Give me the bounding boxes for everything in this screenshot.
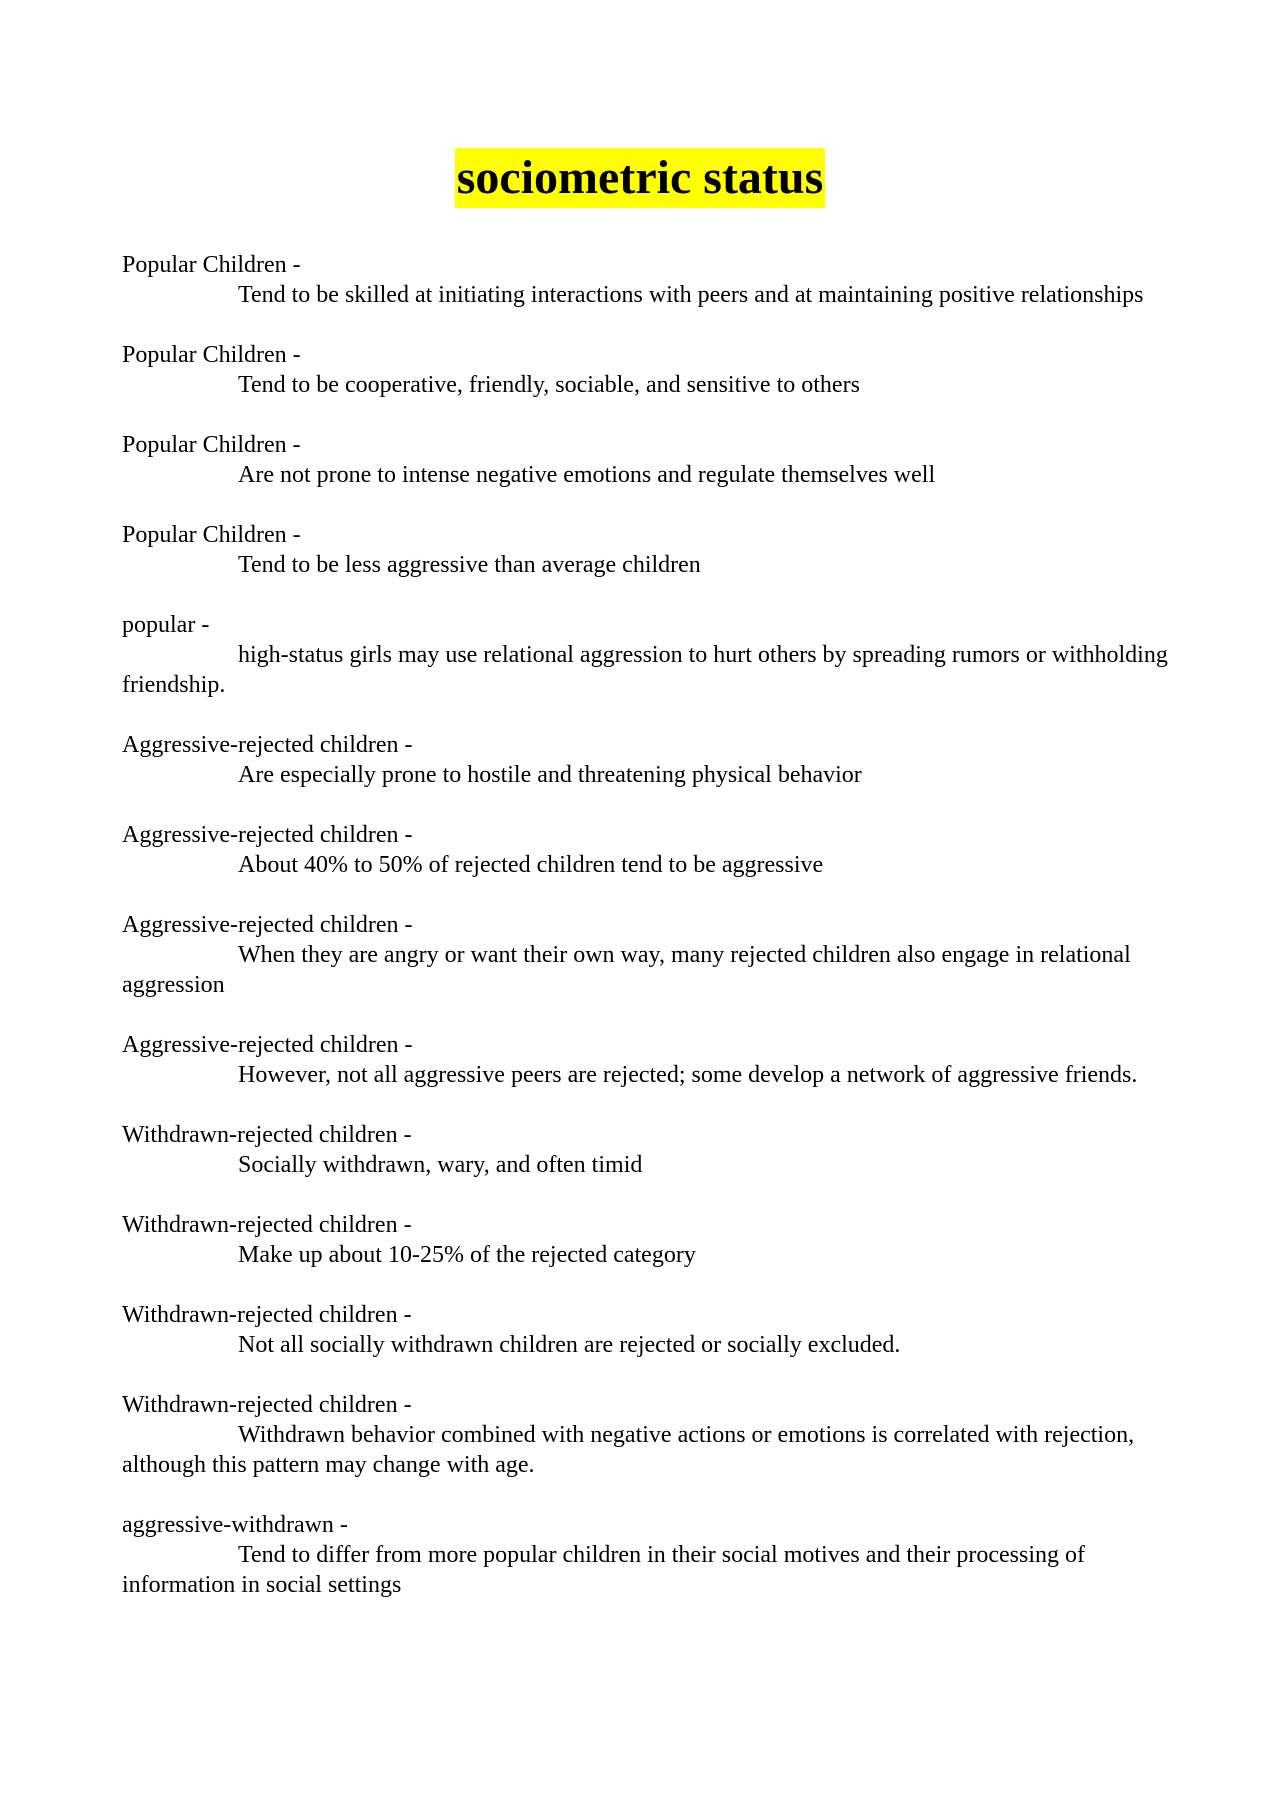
card-definition: Are especially prone to hostile and threatening physical behavior: [238, 762, 862, 788]
card-definition: Tend to be less aggressive than average children: [238, 552, 701, 578]
card-term: Aggressive-rejected children -: [122, 732, 413, 758]
flashcard: [122, 1120, 1172, 1180]
flashcard: [122, 1030, 1172, 1090]
card-term: Aggressive-rejected children -: [122, 1032, 413, 1058]
card-term: Popular Children -: [122, 522, 301, 548]
flashcard: [122, 430, 1172, 490]
card-definition: About 40% to 50% of rejected children tend to be aggressive: [238, 852, 824, 878]
card-term: Withdrawn-rejected children -: [122, 1302, 412, 1328]
card-definition: Withdrawn behavior combined with negative actions or emotions is correlated with rejection, although this pattern may change with age.: [122, 1422, 1135, 1478]
card-definition: Tend to be cooperative, friendly, sociable, and sensitive to others: [238, 372, 860, 398]
flashcard: [122, 730, 1172, 790]
flashcard: [122, 1390, 1172, 1480]
flashcard: [122, 340, 1172, 400]
flashcard: [122, 1210, 1172, 1270]
card-definition: Socially withdrawn, wary, and often timid: [238, 1152, 643, 1178]
card-definition: Tend to differ from more popular children in their social motives and their processing of information in social settings: [122, 1542, 1085, 1598]
card-definition: Make up about 10-25% of the rejected category: [238, 1242, 696, 1268]
flashcard: [122, 1510, 1172, 1600]
flashcard-list: [122, 250, 1172, 1630]
card-definition: When they are angry or want their own way, many rejected children also engage in relational aggression: [122, 942, 1131, 998]
card-term: popular -: [122, 612, 210, 638]
card-term: Withdrawn-rejected children -: [122, 1122, 412, 1148]
title-container: [0, 148, 1280, 208]
flashcard: [122, 820, 1172, 880]
card-term: Aggressive-rejected children -: [122, 822, 413, 848]
card-term: Popular Children -: [122, 432, 301, 458]
card-definition: Are not prone to intense negative emotions and regulate themselves well: [238, 462, 936, 488]
card-term: aggressive-withdrawn -: [122, 1512, 348, 1538]
card-term: Popular Children -: [122, 342, 301, 368]
flashcard: [122, 910, 1172, 1000]
flashcard: [122, 520, 1172, 580]
card-definition: Tend to be skilled at initiating interactions with peers and at maintaining positive relationships: [238, 282, 1144, 308]
card-definition: Not all socially withdrawn children are rejected or socially excluded.: [238, 1332, 901, 1358]
card-term: Withdrawn-rejected children -: [122, 1392, 412, 1418]
card-term: Withdrawn-rejected children -: [122, 1212, 412, 1238]
flashcard: [122, 250, 1172, 310]
flashcard: [122, 610, 1172, 700]
card-term: Aggressive-rejected children -: [122, 912, 413, 938]
card-term: Popular Children -: [122, 252, 301, 278]
card-definition: However, not all aggressive peers are rejected; some develop a network of aggressive friends.: [238, 1062, 1138, 1088]
card-definition: high-status girls may use relational aggression to hurt others by spreading rumors or withholding friendship.: [122, 642, 1168, 698]
page-title: sociometric status: [455, 148, 826, 208]
flashcard: [122, 1300, 1172, 1360]
